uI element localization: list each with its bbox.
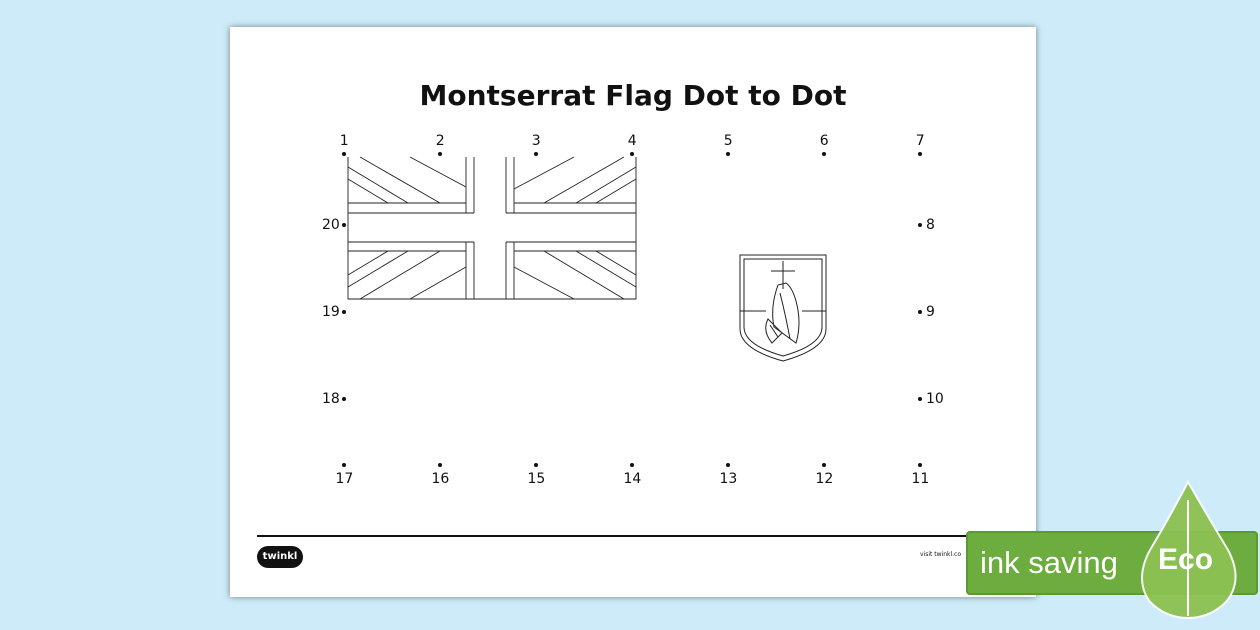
dot-number: 13 xyxy=(719,471,738,487)
dot-point xyxy=(918,152,922,156)
dot-point xyxy=(918,310,922,314)
dot-number: 3 xyxy=(531,133,541,149)
dot-point xyxy=(918,397,922,401)
dot-point xyxy=(534,152,538,156)
visit-link-text: visit twinkl.co xyxy=(920,551,962,558)
dot-number: 12 xyxy=(815,471,834,487)
dot-point xyxy=(726,463,730,467)
dot-point xyxy=(438,463,442,467)
dot-number: 11 xyxy=(911,471,930,487)
worksheet-title: Montserrat Flag Dot to Dot xyxy=(419,79,847,112)
dot-number: 14 xyxy=(623,471,642,487)
dot-number: 20 xyxy=(322,217,340,233)
dot-point xyxy=(726,152,730,156)
dot-number: 5 xyxy=(723,133,733,149)
dot-number: 1 xyxy=(339,133,349,149)
dot-number: 16 xyxy=(431,471,450,487)
ink-saving-label: ink saving xyxy=(980,545,1118,580)
dot-point xyxy=(630,463,634,467)
twinkl-logo: twinkl xyxy=(257,546,303,568)
dot-point xyxy=(822,463,826,467)
dot-point xyxy=(918,223,922,227)
dot-number: 19 xyxy=(322,304,340,320)
dot-number: 8 xyxy=(926,217,935,233)
dot-point xyxy=(342,223,346,227)
dot-point xyxy=(342,463,346,467)
eco-label: Eco xyxy=(1158,543,1214,576)
coat-of-arms-icon xyxy=(230,27,1036,597)
dot-number: 10 xyxy=(926,391,944,407)
dot-number: 17 xyxy=(335,471,354,487)
dot-number: 6 xyxy=(819,133,829,149)
dot-point xyxy=(342,310,346,314)
dot-point xyxy=(630,152,634,156)
dot-number: 9 xyxy=(926,304,935,320)
footer-divider xyxy=(257,535,1009,537)
dot-point xyxy=(822,152,826,156)
dot-number: 4 xyxy=(627,133,637,149)
dot-number: 2 xyxy=(435,133,445,149)
dot-number: 15 xyxy=(527,471,546,487)
dot-number: 7 xyxy=(915,133,925,149)
dot-point xyxy=(534,463,538,467)
dot-point xyxy=(438,152,442,156)
dot-point xyxy=(342,397,346,401)
dot-point xyxy=(342,152,346,156)
dot-point xyxy=(918,463,922,467)
worksheet-page xyxy=(230,27,1036,597)
dot-number: 18 xyxy=(322,391,340,407)
